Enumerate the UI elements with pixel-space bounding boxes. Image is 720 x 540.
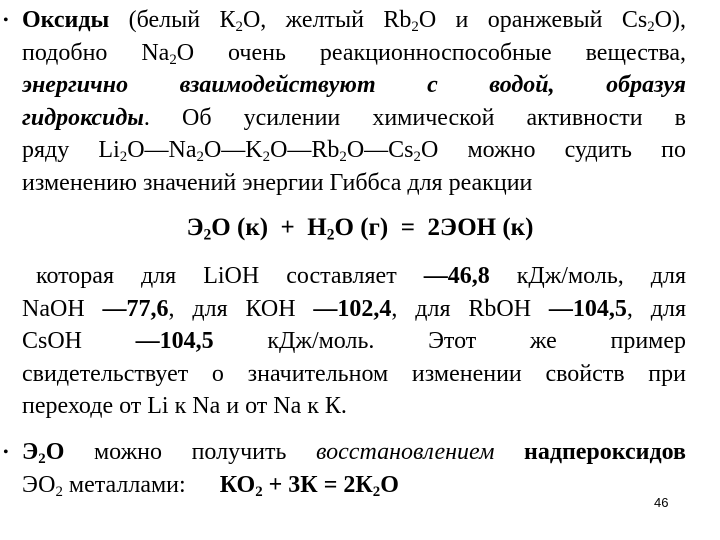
p1-line-1: Оксиды (белый $К_2О$, желтый $Rb_2О$ и оранжевый $Cs_2О$),: [22, 7, 686, 36]
page-number: 46: [654, 495, 669, 510]
p1-line-2: подобно $Na_2О$ очень реакционноспособные вещества,: [22, 39, 686, 68]
p1-line-6: изменению значений энергии Гиббса для реакции: [22, 169, 533, 196]
p1-line-3: энергично взаимодействуют с водой, образуя: [22, 72, 686, 98]
paragraph-gibbs-values: [22, 260, 686, 423]
reaction-equation: $Э_2О$ $(к) + Н_2О$ (г) = 2ЭОН (к): [186, 214, 534, 244]
p2-line-1: которая для LiOH составляет —46,8 кДж/моль, для: [36, 263, 686, 289]
p2-line-2: NaOH —77,6, для КОН —102,4, для RbOH —104,5, для: [22, 295, 686, 322]
p1-line-5: ряду $Li_2O—Na_2O—K_2O—Rb_2O—Cs_2O$ можно судить по: [22, 137, 686, 166]
p2-line-4: свидетельствует о значительном изменении свойств при: [22, 360, 686, 387]
superoxide-equation: $КО_2 + 3К = 2К_2О$: [219, 471, 399, 500]
p1-line-4: гидроксиды. Об усилении химической активности в: [22, 104, 686, 131]
term-oxides: Оксиды: [22, 7, 110, 33]
bullet-2: •: [3, 444, 9, 461]
p2-line-5: переходе от Li к Na и от Na к К.: [22, 393, 347, 419]
p3-line-2: $ЭО_2$ металлами: $КО_2 + 3К = 2К_2О$: [22, 471, 399, 500]
p3-line-1: $Э_2О$ можно получить восстановлением надпероксидов: [22, 439, 686, 468]
term-hydroxides: гидроксиды: [22, 104, 144, 131]
paragraph-oxides: [22, 4, 686, 199]
p2-line-3: CsOH —104,5 кДж/моль. Этот же пример: [22, 328, 686, 354]
bullet-1: •: [3, 12, 9, 29]
paragraph-superoxides: [22, 436, 686, 501]
